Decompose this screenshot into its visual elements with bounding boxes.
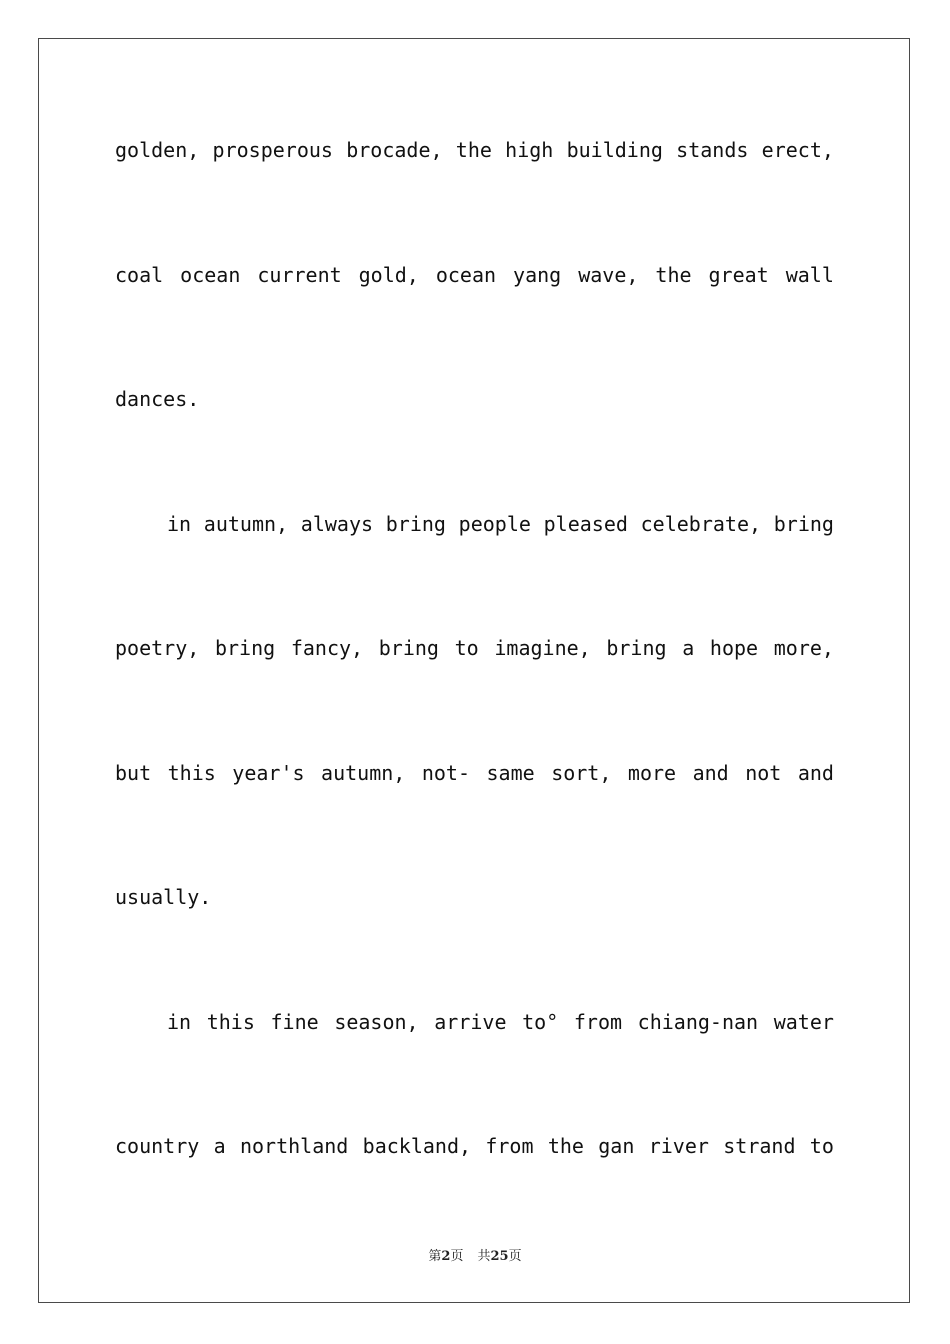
word: from — [573, 1010, 623, 1034]
word: autumn, — [321, 761, 406, 785]
word: imagine, — [494, 636, 591, 660]
word: not — [745, 761, 782, 785]
word: bring — [773, 512, 834, 536]
word: stands — [676, 138, 749, 162]
text-line-2 — [115, 263, 834, 287]
word: river — [648, 1134, 709, 1158]
word: wave, — [578, 263, 639, 287]
word: ocean — [435, 263, 497, 287]
word: bring — [385, 512, 446, 536]
word: bring — [606, 636, 667, 660]
page-suffix: 页 — [450, 1249, 464, 1264]
text-line-3: dances. — [115, 387, 200, 411]
text-line-1 — [115, 138, 834, 162]
text-line-8-paragraph-start — [115, 1010, 834, 1034]
word: fancy, — [290, 636, 364, 660]
word: this — [206, 1010, 255, 1034]
page-prefix: 第 — [428, 1249, 442, 1264]
word: people — [458, 512, 531, 536]
word: chiang-nan — [637, 1010, 759, 1034]
word: backland, — [362, 1134, 472, 1158]
word: celebrate, — [640, 512, 762, 536]
word: a — [682, 636, 695, 660]
word: but — [115, 761, 152, 785]
word: the — [547, 1134, 584, 1158]
total-suffix: 页 — [508, 1249, 522, 1264]
word: hope — [709, 636, 759, 660]
page-number: 2 — [441, 1249, 451, 1264]
word: the — [455, 138, 492, 162]
word: to — [809, 1134, 834, 1158]
word: poetry, — [115, 636, 200, 660]
text-line-5 — [115, 636, 834, 660]
word: wall — [785, 263, 834, 287]
word: fine — [270, 1010, 319, 1034]
word: more — [627, 761, 677, 785]
word: more, — [773, 636, 834, 660]
word: country — [115, 1134, 200, 1158]
word: autumn, — [203, 512, 289, 536]
word: gold, — [358, 263, 419, 287]
page-footer — [0, 1248, 950, 1266]
page-border — [38, 38, 910, 1303]
word: northland — [239, 1134, 349, 1158]
word: arrive — [434, 1010, 507, 1034]
word: always — [300, 512, 374, 536]
word: golden, — [115, 138, 200, 162]
word: the — [655, 263, 692, 287]
word: brocade, — [346, 138, 443, 162]
word: and — [692, 761, 729, 785]
word: year's — [232, 761, 305, 785]
word: pleased — [543, 512, 628, 536]
word: bring — [378, 636, 439, 660]
word: current — [257, 263, 342, 287]
word: sort, — [551, 761, 612, 785]
word: from — [485, 1134, 534, 1158]
word: in — [167, 512, 192, 536]
total-prefix: 共 — [477, 1249, 491, 1264]
word: strand — [723, 1134, 796, 1158]
word: erect, — [761, 138, 834, 162]
word: gan — [598, 1134, 635, 1158]
word: season, — [334, 1010, 419, 1034]
word: and — [797, 761, 834, 785]
word: to° — [522, 1010, 559, 1034]
word: same — [486, 761, 535, 785]
word: building — [566, 138, 663, 162]
word: to — [454, 636, 479, 660]
text-line-4-paragraph-start — [115, 512, 834, 536]
word: not- — [421, 761, 471, 785]
word: yang — [513, 263, 562, 287]
word: bring — [214, 636, 276, 660]
word: a — [213, 1134, 226, 1158]
text-line-9 — [115, 1134, 834, 1158]
word: ocean — [180, 263, 241, 287]
word: great — [708, 263, 769, 287]
word: this — [167, 761, 216, 785]
word: coal — [115, 263, 164, 287]
word: prosperous — [212, 138, 333, 162]
word: water — [773, 1010, 834, 1034]
text-line-6 — [115, 761, 834, 785]
word: in — [167, 1010, 192, 1034]
word: high — [505, 138, 554, 162]
total-pages: 25 — [490, 1249, 509, 1264]
text-line-7: usually. — [115, 885, 212, 909]
